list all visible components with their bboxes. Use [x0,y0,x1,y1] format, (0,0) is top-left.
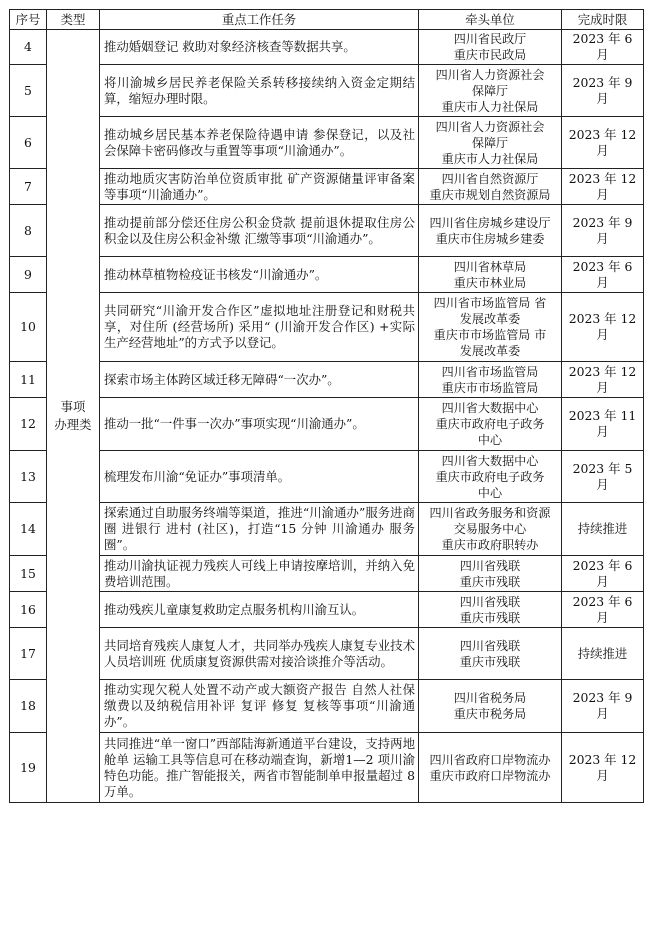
row-number: 12 [10,398,47,451]
task-text: 推动实现欠税人处置不动产或大额资产报告 自然人社保缴费以及纳税信用补评 复评 修复 复核等事项“川渝通办”。 [100,680,419,733]
lead-unit-line: 重庆市住房城乡建委 [435,231,545,246]
lead-unit-line: 四川省残联 [459,594,521,609]
lead-unit [419,451,562,503]
lead-unit [419,293,562,362]
lead-unit [419,30,562,65]
lead-unit-line: 重庆市规划自然资源局 [429,187,551,202]
header-num: 序号 [10,10,47,30]
lead-unit-line: 四川省税务局 [453,691,527,705]
lead-unit [419,205,562,257]
lead-unit [419,257,562,293]
category-cell [47,30,100,803]
deadline: 2023 年 12 月 [562,362,644,398]
table-row [10,362,644,398]
table-row [10,556,644,592]
lead-unit-line: 中心 [477,433,503,447]
row-number: 9 [10,257,47,293]
deadline: 2023 年 12 月 [562,293,644,362]
task-table [9,9,644,803]
table-row [10,293,644,362]
lead-unit-line: 四川省人力资源社会 [435,67,545,82]
row-number: 5 [10,65,47,117]
header-org: 牵头单位 [419,10,562,30]
lead-unit-line: 四川省市场监管局 省 [433,296,547,310]
table-row [10,257,644,293]
deadline: 2023 年 9 月 [562,680,644,733]
task-text: 探索通过自助服务终端等渠道，推进“川渝通办”服务进商圈 进银行 进村 (社区)，打造“15 分钟 川渝通办 服务圈”。 [100,503,419,556]
deadline: 2023 年 6 月 [562,556,644,592]
lead-unit-line: 发展改革委 [459,312,521,326]
deadline: 持续推进 [562,503,644,556]
row-number: 18 [10,680,47,733]
task-text: 推动地质灾害防治单位资质审批 矿产资源储量评审备案等事项“川渝通办”。 [100,169,419,205]
lead-unit-line: 四川省住房城乡建设厅 [429,215,551,230]
lead-unit-line: 四川省残联 [459,638,521,653]
task-text: 推动一批“一件事一次办”事项实现“川渝通办”。 [100,398,419,451]
task-text: 推动川渝执证视力残疾人可线上申请按摩培训，并纳入免费培训范围。 [100,556,419,592]
table-row [10,628,644,680]
lead-unit-line: 四川省政府口岸物流办 [429,752,551,767]
row-number: 16 [10,592,47,628]
row-number: 10 [10,293,47,362]
deadline: 2023 年 12 月 [562,169,644,205]
lead-unit-line: 重庆市人力社保局 [441,151,539,166]
table-row [10,680,644,733]
task-text: 推动婚姻登记 救助对象经济核查等数据共享。 [100,30,419,65]
lead-unit-line: 中心 [477,485,503,500]
deadline: 2023 年 5 月 [562,451,644,503]
lead-unit-line: 重庆市政府职转办 [441,538,539,552]
lead-unit-line: 重庆市政府口岸物流办 [429,768,551,783]
lead-unit [419,733,562,803]
category-label: 事项 [60,399,86,414]
lead-unit-line: 四川省市场监管局 [441,364,539,379]
lead-unit-line: 交易服务中心 [453,522,527,536]
task-text: 共同推进“单一窗口”西部陆海新通道平台建设，支持两地舱单 运输工具等信息可在移动端查询，新增1—2 项川渝特色功能。推广智能报关，两省市智能制单申报量超过 8 万单。 [100,733,419,803]
lead-unit [419,117,562,169]
table-row [10,117,644,169]
table-row [10,733,644,803]
table-row [10,451,644,503]
lead-unit [419,169,562,205]
lead-unit [419,556,562,592]
lead-unit [419,628,562,680]
row-number: 17 [10,628,47,680]
task-text: 梳理发布川渝“免证办”事项清单。 [100,451,419,503]
lead-unit-line: 四川省民政厅 [453,32,527,46]
task-text: 推动林草植物检疫证书核发“川渝通办”。 [100,257,419,293]
table-row [10,205,644,257]
lead-unit-line: 重庆市残联 [459,574,521,589]
row-number: 7 [10,169,47,205]
lead-unit [419,362,562,398]
lead-unit-line: 重庆市民政局 [453,48,527,62]
lead-unit-line: 四川省政务服务和资源 [429,506,551,520]
table-row [10,592,644,628]
row-number: 4 [10,30,47,65]
lead-unit-line: 重庆市税务局 [453,707,527,721]
header-row [10,10,644,30]
task-text: 推动城乡居民基本养老保险待遇申请 参保登记，以及社会保障卡密码修改与重置等事项“川渝通办”。 [100,117,419,169]
deadline: 持续推进 [562,628,644,680]
task-text: 将川渝城乡居民养老保险关系转移接续纳入资金定期结算，缩短办理时限。 [100,65,419,117]
lead-unit-line: 四川省林草局 [453,259,527,274]
lead-unit-line: 重庆市市场监管局 市 [433,328,547,342]
deadline: 2023 年 6 月 [562,592,644,628]
table-row [10,65,644,117]
row-number: 13 [10,451,47,503]
task-text: 共同研究“川渝开发合作区”虚拟地址注册登记和财税共享，对住所 (经营场所) 采用“ (川渝开发合作区) +实际生产经营地址”的方式予以登记。 [100,293,419,362]
lead-unit-line: 重庆市林业局 [453,275,527,290]
task-text: 探索市场主体跨区域迁移无障碍“一次办”。 [100,362,419,398]
lead-unit-line: 四川省自然资源厅 [441,171,539,186]
row-number: 14 [10,503,47,556]
header-task: 重点工作任务 [100,10,419,30]
table-row [10,30,644,65]
table-row [10,503,644,556]
deadline: 2023 年 6 月 [562,257,644,293]
lead-unit-line: 保障厅 [471,83,509,98]
lead-unit [419,398,562,451]
task-text: 推动提前部分偿还住房公积金贷款 提前退休提取住房公积金以及住房公积金补缴 汇缴等事项“川渝通办”。 [100,205,419,257]
deadline: 2023 年 6 月 [562,30,644,65]
row-number: 6 [10,117,47,169]
task-text: 推动残疾儿童康复救助定点服务机构川渝互认。 [100,592,419,628]
lead-unit-line: 发展改革委 [459,344,521,358]
lead-unit-line: 四川省残联 [459,558,521,573]
lead-unit-line: 重庆市残联 [459,654,521,669]
lead-unit [419,65,562,117]
lead-unit-line: 重庆市政府电子政务 [435,469,545,484]
lead-unit-line: 四川省大数据中心 [441,453,539,468]
lead-unit-line: 重庆市市场监管局 [441,380,539,395]
deadline: 2023 年 9 月 [562,65,644,117]
deadline: 2023 年 12 月 [562,733,644,803]
lead-unit-line: 四川省人力资源社会 [435,119,545,134]
deadline: 2023 年 9 月 [562,205,644,257]
table-row [10,169,644,205]
lead-unit-line: 保障厅 [471,135,509,150]
deadline: 2023 年 11 月 [562,398,644,451]
lead-unit [419,503,562,556]
row-number: 19 [10,733,47,803]
category-label: 办理类 [54,417,92,432]
header-deadline: 完成时限 [562,10,644,30]
deadline: 2023 年 12 月 [562,117,644,169]
table-row [10,398,644,451]
lead-unit-line: 重庆市残联 [459,610,521,625]
header-type: 类型 [47,10,100,30]
row-number: 15 [10,556,47,592]
lead-unit [419,680,562,733]
row-number: 8 [10,205,47,257]
lead-unit-line: 重庆市政府电子政务 [435,417,545,431]
task-text: 共同培育残疾人康复人才，共同举办残疾人康复专业技术人员培训班 优质康复资源供需对接洽谈推介等活动。 [100,628,419,680]
lead-unit-line: 四川省大数据中心 [441,401,539,415]
lead-unit-line: 重庆市人力社保局 [441,99,539,114]
row-number: 11 [10,362,47,398]
lead-unit [419,592,562,628]
